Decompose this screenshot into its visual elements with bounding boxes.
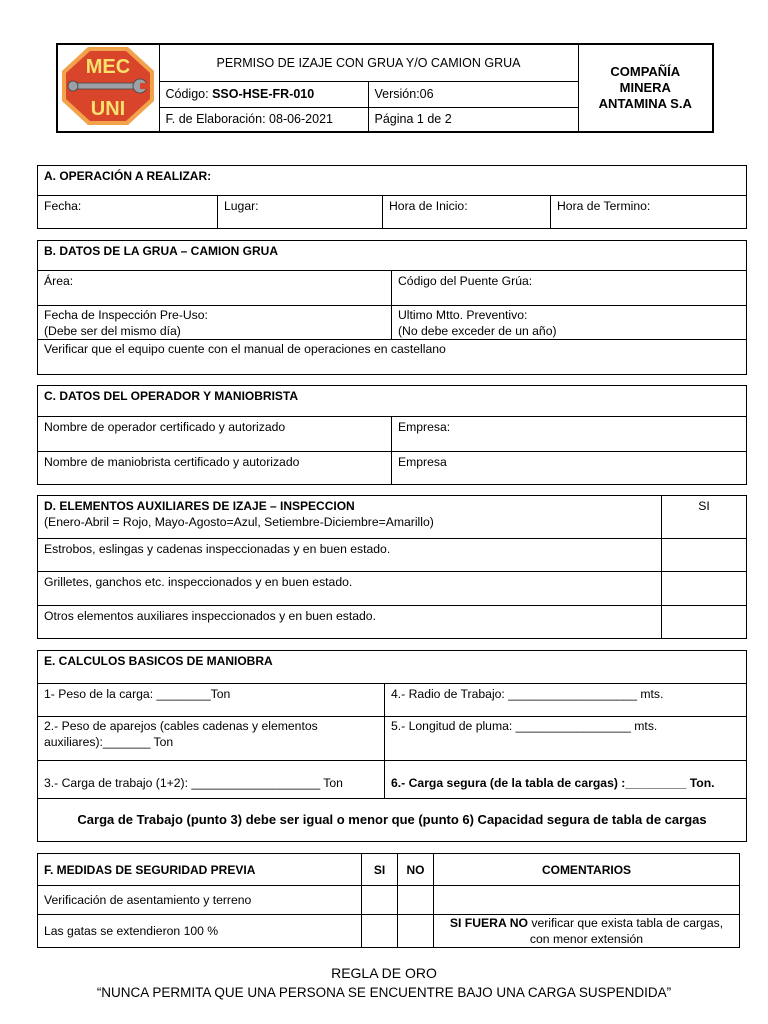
logo-cell xyxy=(57,44,159,132)
lugar-field[interactable]: Lugar: xyxy=(218,196,383,229)
inspeccion-item-1: Estrobos, eslingas y cadenas inspeccionadas y en buen estado. xyxy=(38,539,662,572)
fecha-elaboracion: F. de Elaboración: 08-06-2021 xyxy=(159,107,368,132)
inspeccion-item-2-si[interactable] xyxy=(662,572,747,606)
section-f-no-header: NO xyxy=(398,854,434,886)
section-d-si-header: SI xyxy=(662,496,747,539)
medida-item-2-si[interactable] xyxy=(362,915,398,948)
mec-uni-logo xyxy=(58,45,158,127)
ultimo-mtto-note: (No debe exceder de un año) xyxy=(398,324,557,338)
fecha-field[interactable]: Fecha: xyxy=(38,196,218,229)
area-field[interactable]: Área: xyxy=(38,271,392,306)
medida-item-1-comentario[interactable] xyxy=(434,886,740,915)
empresa-maniobrista-field[interactable]: Empresa xyxy=(392,452,747,485)
section-a xyxy=(37,165,747,229)
peso-aparejos-label: 2.- Peso de aparejos (cables cadenas y elementos xyxy=(44,719,318,733)
section-e-title: E. CALCULOS BASICOS DE MANIOBRA xyxy=(38,651,747,684)
medida-item-2: Las gatas se extendieron 100 % xyxy=(38,915,362,948)
codigo-label: Código: xyxy=(165,87,209,102)
inspeccion-item-3: Otros elementos auxiliares inspeccionados y en buen estado. xyxy=(38,606,662,639)
radio-trabajo-field[interactable]: 4.- Radio de Trabajo: ___________________ mts. xyxy=(385,684,747,717)
inspeccion-item-1-si[interactable] xyxy=(662,539,747,572)
section-f xyxy=(37,853,740,948)
medida-item-2-no[interactable] xyxy=(398,915,434,948)
section-d-header xyxy=(38,496,662,539)
medida-item-1: Verificación de asentamiento y terreno xyxy=(38,886,362,915)
medida-item-2-comentario[interactable] xyxy=(434,915,740,948)
peso-aparejos-blank: auxiliares):_______ Ton xyxy=(44,735,174,749)
company-line-2: MINERA xyxy=(619,80,671,95)
section-b xyxy=(37,240,747,375)
peso-aparejos-field[interactable] xyxy=(38,717,385,761)
comment-line-2: con menor extensión xyxy=(529,932,644,946)
peso-carga-field[interactable]: 1- Peso de la carga: ________Ton xyxy=(38,684,385,717)
verificar-manual: Verificar que el equipo cuente con el manual de operaciones en castellano xyxy=(38,340,747,375)
section-c-title: C. DATOS DEL OPERADOR Y MANIOBRISTA xyxy=(38,386,747,417)
maniobrista-field[interactable]: Nombre de maniobrista certificado y autorizado xyxy=(38,452,392,485)
codigo-cell xyxy=(159,82,368,108)
section-d xyxy=(37,495,747,639)
empresa-operador-field[interactable]: Empresa: xyxy=(392,417,747,452)
section-d-subtitle: (Enero-Abril = Rojo, Mayo-Agosto=Azul, Setiembre-Diciembre=Amarillo) xyxy=(44,515,434,529)
codigo-value: SSO-HSE-FR-010 xyxy=(212,87,315,102)
hora-inicio-field[interactable]: Hora de Inicio: xyxy=(383,196,551,229)
inspeccion-item-2: Grilletes, ganchos etc. inspeccionados y en buen estado. xyxy=(38,572,662,606)
section-a-title: A. OPERACIÓN A REALIZAR: xyxy=(38,166,747,196)
codigo-puente-field[interactable]: Código del Puente Grúa: xyxy=(392,271,747,306)
fecha-inspeccion-note: (Debe ser del mismo día) xyxy=(44,324,181,338)
longitud-pluma-field[interactable]: 5.- Longitud de pluma: _________________ mts. xyxy=(385,717,747,761)
regla-oro-text: “NUNCA PERMITA QUE UNA PERSONA SE ENCUENTRE BAJO UNA CARGA SUSPENDIDA” xyxy=(96,985,672,1000)
hora-termino-field[interactable]: Hora de Termino: xyxy=(551,196,747,229)
inspeccion-item-3-si[interactable] xyxy=(662,606,747,639)
carga-segura-field[interactable]: 6.- Carga segura (de la tabla de cargas) :_________ Ton. xyxy=(385,761,747,799)
company-line-1: COMPAÑÍA xyxy=(610,64,681,79)
section-e xyxy=(37,650,747,842)
ultimo-mtto-field[interactable] xyxy=(392,306,747,340)
comment-rest: verificar que exista tabla de cargas, xyxy=(527,916,724,930)
carga-note: Carga de Trabajo (punto 3) debe ser igual o menor que (punto 6) Capacidad segura de tabla de cargas xyxy=(38,799,747,842)
section-f-si-header: SI xyxy=(362,854,398,886)
medida-item-1-si[interactable] xyxy=(362,886,398,915)
section-f-comentarios-header: COMENTARIOS xyxy=(434,854,740,886)
fecha-inspeccion-field[interactable] xyxy=(38,306,392,340)
section-f-title: F. MEDIDAS DE SEGURIDAD PREVIA xyxy=(38,854,362,886)
form-title: PERMISO DE IZAJE CON GRUA Y/O CAMION GRUA xyxy=(159,44,578,82)
regla-oro-title: REGLA DE ORO xyxy=(331,965,437,981)
section-b-title: B. DATOS DE LA GRUA – CAMION GRUA xyxy=(38,241,747,271)
company-line-3: ANTAMINA S.A xyxy=(598,96,692,111)
fecha-inspeccion-label: Fecha de Inspección Pre-Uso: xyxy=(44,308,208,322)
section-c xyxy=(37,385,747,485)
logo-text-bottom: UNI xyxy=(91,98,126,120)
company-name xyxy=(578,44,713,132)
operador-field[interactable]: Nombre de operador certificado y autorizado xyxy=(38,417,392,452)
medida-item-1-no[interactable] xyxy=(398,886,434,915)
comment-bold: SI FUERA NO xyxy=(449,916,528,930)
section-d-title: D. ELEMENTOS AUXILIARES DE IZAJE – INSPECCION xyxy=(44,499,355,513)
document-header xyxy=(56,43,714,133)
ultimo-mtto-label: Ultimo Mtto. Preventivo: xyxy=(398,308,528,322)
version-cell: Versión:06 xyxy=(368,82,578,108)
carga-trabajo-field[interactable]: 3.- Carga de trabajo (1+2): ___________________ Ton xyxy=(38,761,385,799)
pagina: Página 1 de 2 xyxy=(368,107,578,132)
logo-text-top: MEC xyxy=(86,56,131,78)
